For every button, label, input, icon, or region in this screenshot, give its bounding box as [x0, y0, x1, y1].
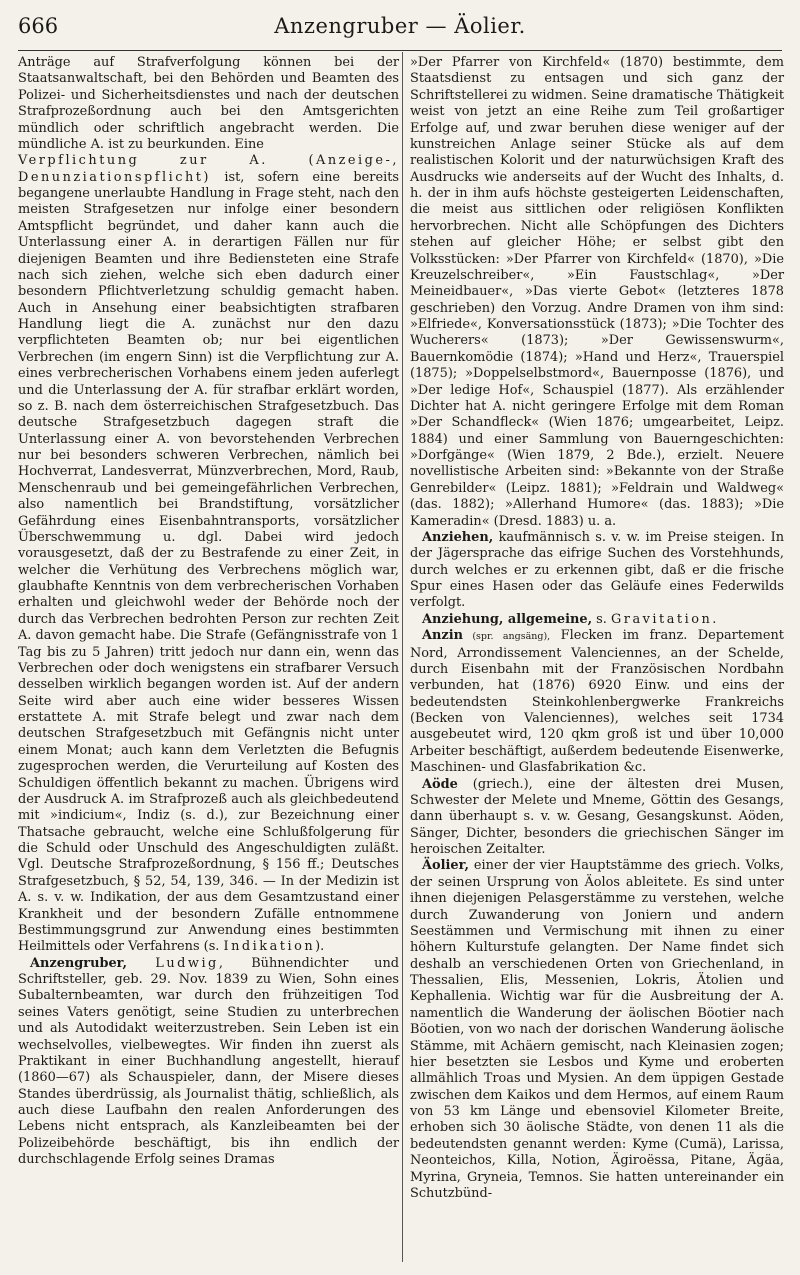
entry-anzengruber-continuation — [410, 55, 784, 530]
entry-text: kaufmännisch s. v. w. im Preise steigen. In der Jägersprache das eifrige Suchen des Vorstehhunds, durch welches er zu erkennen gibt, daß er die frische Spur eines Hasen oder das Geläufe eines Federwilds verfolgt. — [410, 529, 784, 611]
cross-reference: Indikation — [223, 939, 316, 955]
entry-anzin — [410, 628, 784, 776]
header-rule — [18, 50, 782, 51]
entry-text: Bühnendichter und Schriftsteller, geb. 29. Nov. 1839 zu Wien, Sohn eines Subalternbeamten, war durch den frühzeitigen Tod seines Vaters genötigt, seine Studien zu unterbrechen und als Autodidakt weiterzustreben. Sein Leben ist ein wechselvolles, vielbewegtes. Wir finden ihn zuerst als Praktikant in einer Buchhandlung angestellt, hierauf (1860—67) als Schauspieler, dann, der Misere dieses Standes überdrüssig, als Journalist thätig, schließlich, als auch diese Laufbahn den realen Anforderungen des Lebens nicht entsprach, als Kanzleibeamten bei der Polizeibehörde beschäftigt, bis ihn endlich der durchschlagende Erfolg seines Dramas — [18, 955, 400, 1168]
right-column — [410, 55, 784, 1202]
entry-anziehen — [410, 530, 784, 612]
entry-text: . — [712, 611, 717, 627]
entry-text: Anträge auf Strafverfolgung können bei der Staatsanwaltschaft, bei den Behörden und Beamten des Polizei- und Sicherheitsdienstes und nach der deutschen Strafprozeßordnung auch bei den Amtsgerichten mündlich oder schriftlich angebracht werden. Die mündliche A. ist zu beurkunden. Eine — [18, 55, 399, 152]
entry-anzeige-continuation — [18, 55, 399, 153]
page-header — [18, 14, 782, 44]
left-column — [18, 55, 399, 1169]
page-number: 666 — [18, 14, 59, 38]
entry-text: ). — [315, 939, 325, 955]
entry-text: einer der vier Hauptstämme des griech. Volks, der seinen Ursprung von Äolos ableitete. Es sind unter ihnen diejenigen Pelasgerstämme zu verstehen, welche durch Zuwanderung von Joniern und andern Seestämmen und Vermischung mit ihnen zu einer höhern Kulturstufe gelangten. Der Name findet sich deshalb an verschiedenen Orten von Griechenland, in Thessalien, Elis, Messenien, Lokris, Ätolien und Kephallenia. Wichtig war für die Ausbreitung der A. namentlich die Wanderung der äolischen Böotier nach Böotien, von wo nach der dorischen Wanderung äolische Stämme, mit Achäern gemischt, nach Kleinasien zogen; hier besetzten sie Lesbos und Kyme und eroberten allmählich Troas und Mysien. An dem üppigen Gestade zwischen dem Kaikos und dem Hermos, auf einem Raum von 53 km Länge und ebensoviel Kilometer Breite, erhoben sich 30 äolische Städte, von denen 11 als die bedeutendsten genannt werden: Kyme (Cumä), Larissa, Neonteichos, Killa, Notion, Ägiroëssa, Pitane, Ägäa, Myrina, Gryneia, Temnos. Sie hatten untereinander ein Schutzbünd- — [410, 858, 784, 1201]
entry-text: ist, sofern eine bereits begangene unerlaubte Handlung in Frage steht, nach den meisten Strafgesetzen nur infolge einer besondern Amtspflicht begründet, und daher kann auch die Unterlassung einer A. in derartigen Fällen nur für diejenigen Beamten und ihre Bediensteten eine Strafe nach sich ziehen, welche sich eben dadurch einer besondern Pflichtverletzung schuldig gemacht haben. Auch in Ansehung einer beabsichtigten strafbaren Handlung liegt die A. zunächst nur den dazu verpflichteten Beamten ob; nur bei eigentlichen Verbrechen (im engern Sinn) ist die Verpflichtung zur A. eines verbrecherischen Vorhabens einem jeden auferlegt und die Unterlassung der A. für strafbar erklärt worden, so z. B. nach dem österreichischen Strafgesetzbuch. Das deutsche Strafgesetzbuch dagegen straft die Unterlassung einer A. von bevorstehenden Verbrechen nur bei besonders schweren Verbrechen, nämlich bei Hochverrat, Landesverrat, Münzverbrechen, Mord, Raub, Menschenraub und bei gemeingefährlichen Verbrechen, also namentlich bei Brandstiftung, vorsätzlicher Gefährdung eines Eisenbahntransports, vorsätzlicher Überschwemmung u. dgl. Dabei wird jedoch vorausgesetzt, daß der zu Bestrafende zu einer Zeit, in welcher die Verhütung des Verbrechens möglich war, glaubhafte Kenntnis von dem verbrecherischen Vorhaben erhalten und gleichwohl weder der Behörde noch der durch das Verbrechen bedrohten Person zur rechten Zeit A. davon gemacht habe. Die Strafe (Gefängnisstrafe von 1 Tag bis zu 5 Jahren) tritt jedoch nur dann ein, wenn das Verbrechen oder doch wenigstens ein strafbarer Versuch desselben wirklich begangen worden ist. Auf der andern Seite wird aber auch eine wider besseres Wissen erstattete A. mit Strafe belegt und zwar nach dem deutschen Strafgesetzbuch mit Gefängnis nicht unter einem Monat; auch kann dem Verletzten die Befugnis zugesprochen werden, die Verurteilung auf Kosten des Schuldigen öffentlich bekannt zu machen. Übrigens wird der Ausdruck A. im Strafprozeß auch als gleichbedeutend mit »indicium«, Indiz (s. d.), zur Bezeichnung einer Thatsache gebraucht, welche eine Schlußfolgerung für die Schuld oder Unschuld des Angeschuldigten zuläßt. Vgl. Deutsche Strafprozeßordnung, § 156 ff.; Deutsches Strafgesetzbuch, § 52, 54, 139, 346. — In der Medizin ist A. s. v. w. Indikation, der aus dem Gesamtzustand einer Krankheit und der besondern Zufälle entnommene Bestimmungsgrund zur Anwendung eines bestimmten Heilmittels oder Verfahrens (s. — [18, 169, 399, 955]
entry-text: s. — [592, 611, 611, 627]
running-title: Anzengruber — Äolier. — [274, 14, 526, 38]
pronunciation: (spr. angsäng), — [462, 631, 551, 643]
entry-headword: Aöde — [422, 776, 458, 792]
entry-text: Flecken im franz. Departement Nord, Arrondissement Valenciennes, an der Schelde, durch Eisenbahn mit der Französischen Nordbahn verbunden, hat (1876) 6920 Einw. und eins der bedeutendsten Steinkohlenbergwerke Frankreichs (Becken von Valenciennes), welches seit 1734 ausgebeutet wird, 120 qkm groß ist und über 10,000 Arbeiter beschäftigt, außerdem bedeutende Eisenwerke, Maschinen- und Glasfabrikation &c. — [410, 628, 784, 776]
entry-headword: Anzengruber, — [30, 955, 128, 971]
entry-text: (griech.), eine der ältesten drei Musen, Schwester der Melete und Mneme, Göttin des Gesangs, dann überhaupt s. v. w. Gesang, Gesangskunst. Aöden, Sänger, Dichter, besonders die griechischen Sänger im heroischen Zeitalter. — [410, 776, 784, 857]
spaced-term: Verpflichtung zur A. (Anzeige-, Denunziationspflicht) — [18, 153, 399, 185]
entry-aoede — [410, 777, 784, 859]
entry-headword: Anzin — [422, 628, 463, 644]
entry-text: »Der Pfarrer von Kirchfeld« (1870) bestimmte, dem Staatsdienst zu entsagen und sich ganz der Schriftstellerei zu widmen. Seine dramatische Thätigkeit weist von jetzt an eine Reihe zum Teil großartiger Erfolge auf, und zwar beruhen diese weniger auf der kunstreichen Anlage seiner Stücke als auf dem realistischen Kolorit und der naturwüchsigen Kraft des Ausdrucks wie anderseits auf der Wucht des Inhalts, d. h. der in ihm aufs höchste gesteigerten Leidenschaften, die meist aus sittlichen oder religiösen Konflikten hervorbrechen. Nicht alle Schöpfungen des Dichters stehen auf gleicher Höhe; er selbst gibt den Volksstücken: »Der Pfarrer von Kirchfeld« (1870), »Die Kreuzelschreiber«, »Ein Faustschlag«, »Der Meineidbauer«, »Das vierte Gebot« (letzteres 1878 geschrieben) den Vorzug. Andre Dramen von ihm sind: »Elfriede«, Konversationsstück (1873); »Die Tochter des Wucherers« (1873); »Der Gewissenswurm«, Bauernkomödie (1874); »Hand und Herz«, Trauerspiel (1875); »Doppelselbstmord«, Bauernposse (1876), und »Der ledige Hof«, Schauspiel (1877). Als erzählender Dichter hat A. nicht geringere Erfolge mit dem Roman »Der Schandfleck« (Wien 1876; umgearbeitet, Leipz. 1884) und einer Sammlung von Bauerngeschichten: »Dorfgänge« (Wien 1879, 2 Bde.), erzielt. Neuere novellistische Arbeiten sind: »Bekannte von der Straße Genrebilder« (Leipz. 1881); »Feldrain und Waldweg« (das. 1882); »Allerhand Humore« (das. 1883); »Die Kameradin« (Dresd. 1883) u. a. — [410, 55, 784, 529]
entry-anziehung — [410, 612, 784, 628]
entry-headword: Anziehen, — [422, 529, 494, 545]
spaced-term: Ludwig, — [127, 955, 226, 971]
entry-anzengruber — [18, 956, 399, 1169]
entry-anzeige-pflicht — [18, 153, 399, 955]
column-divider — [402, 52, 403, 1262]
entry-aeolier — [410, 858, 784, 1202]
entry-headword: Anziehung, allgemeine, — [422, 611, 593, 627]
entry-headword: Äolier, — [422, 858, 469, 874]
cross-reference: Gravitation — [610, 611, 713, 627]
